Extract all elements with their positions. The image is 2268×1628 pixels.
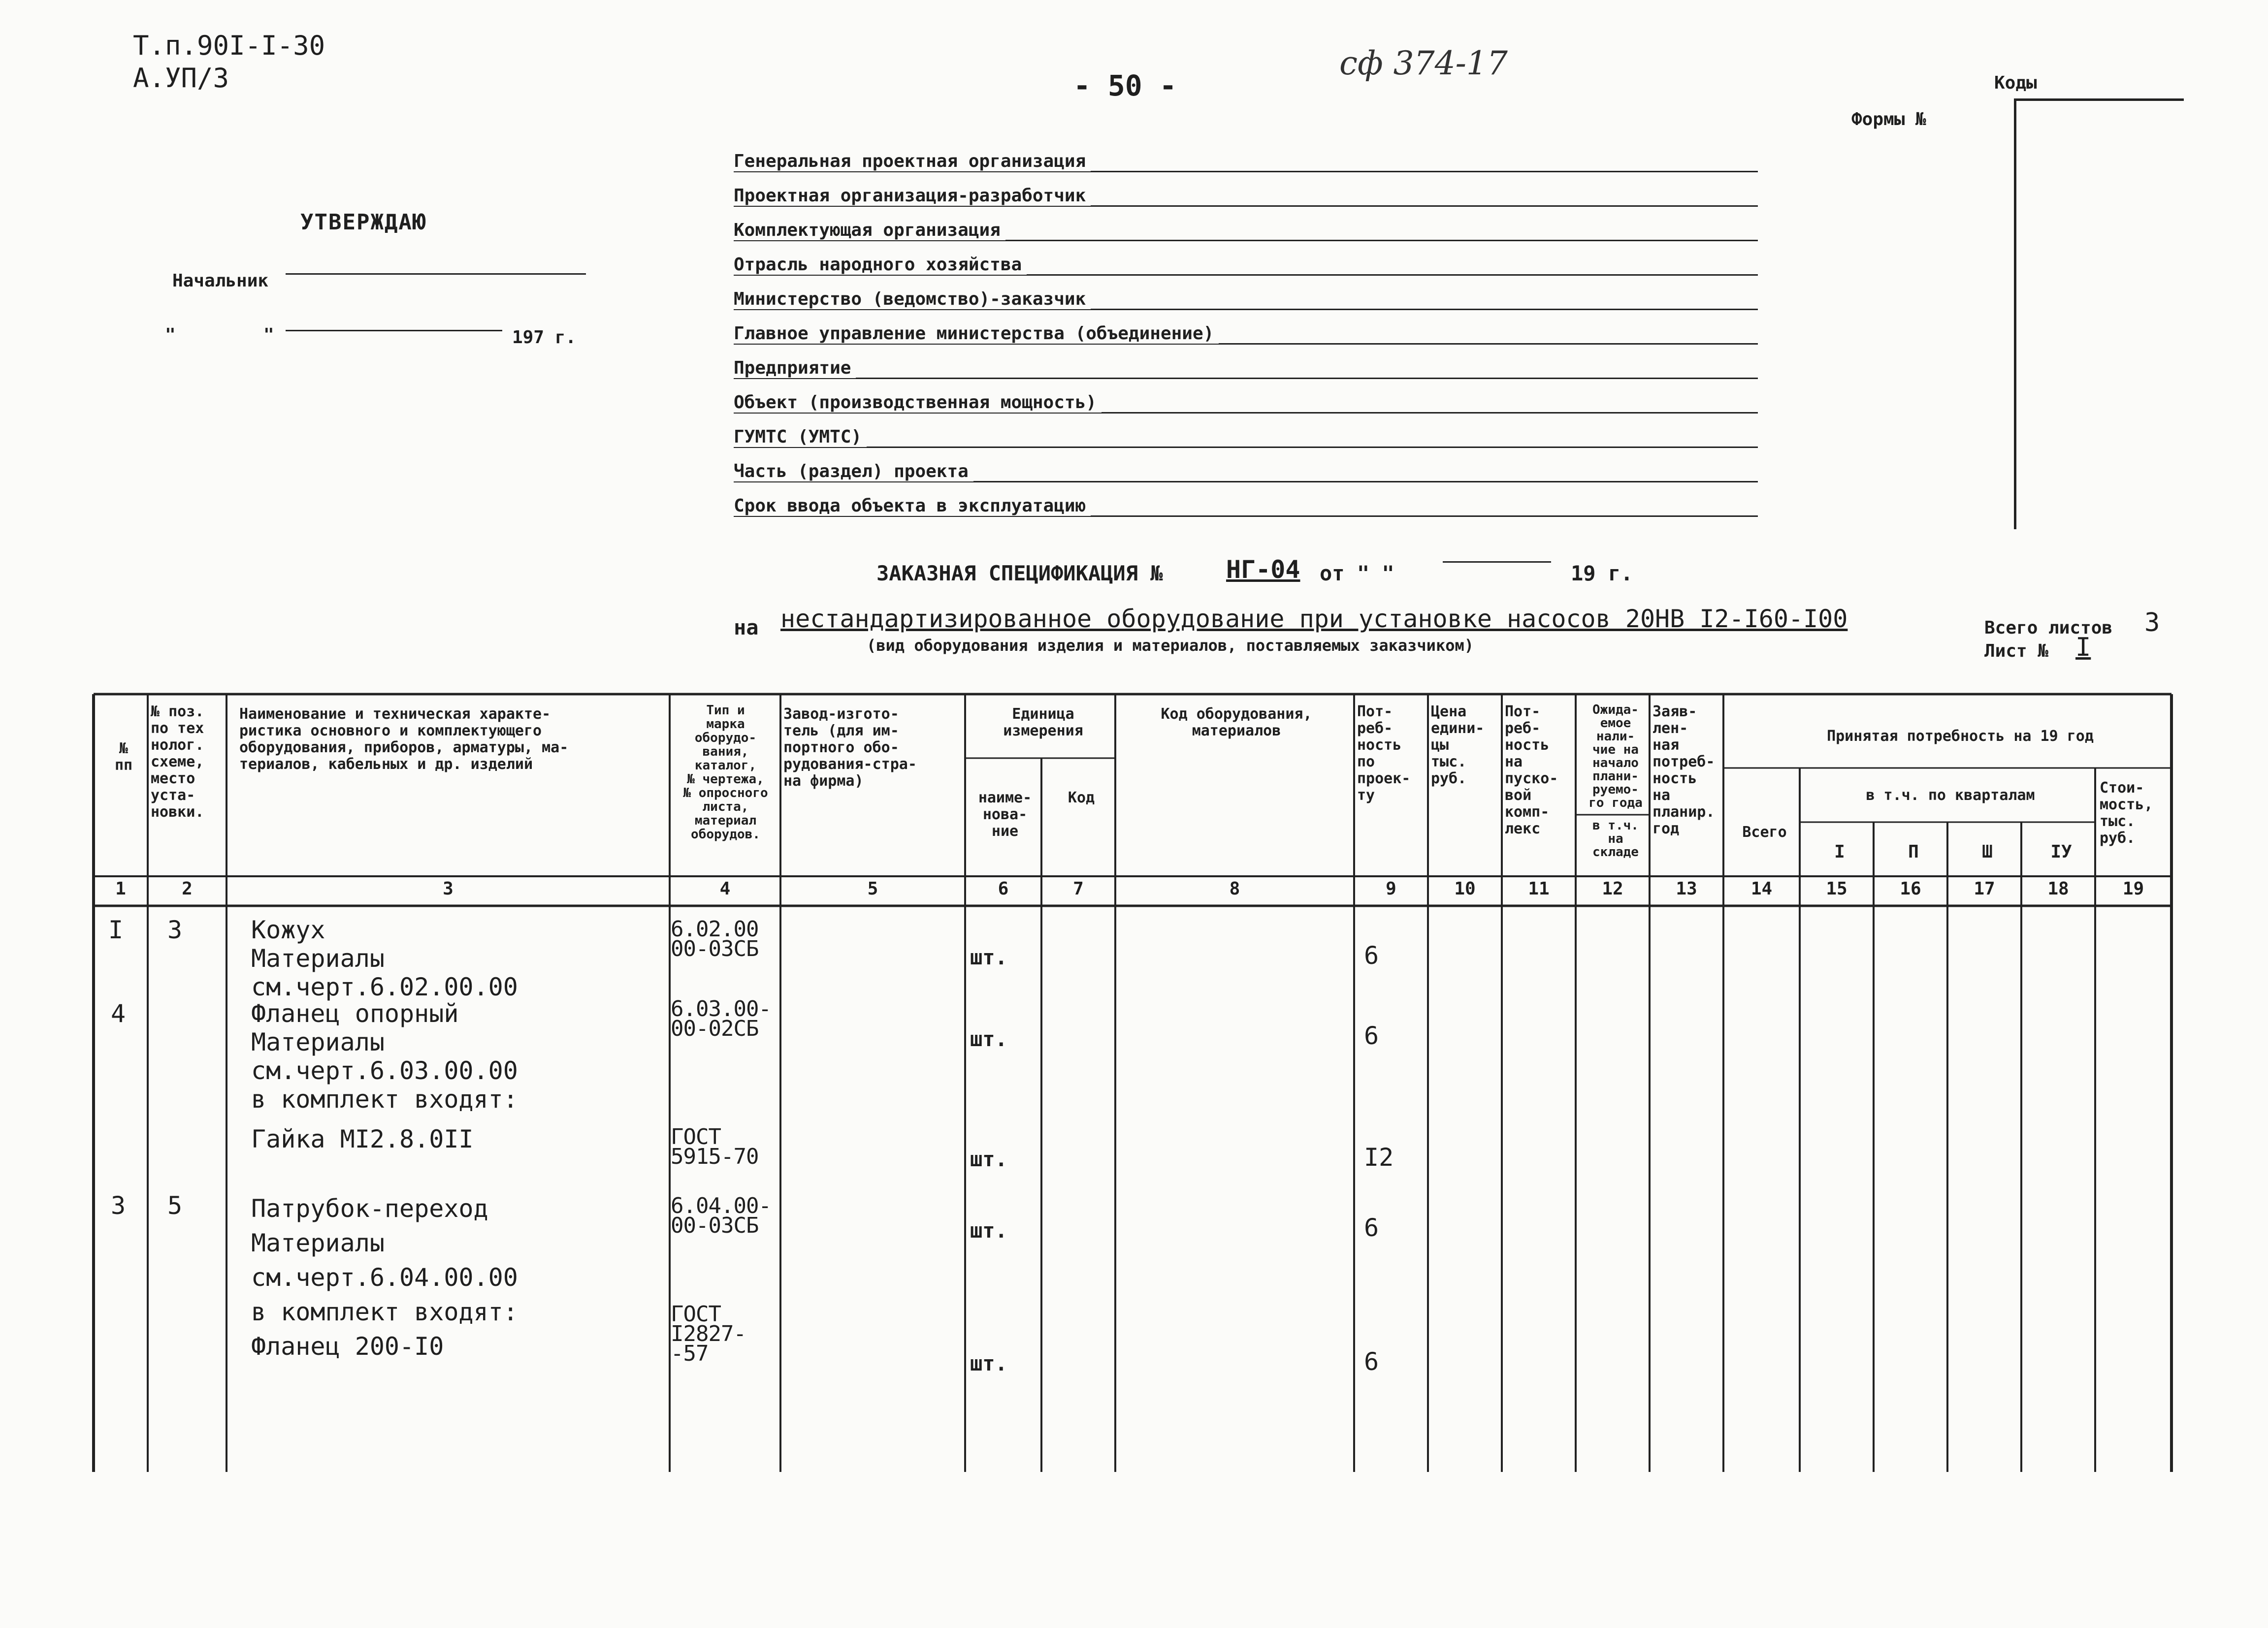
header-q2: П — [1908, 842, 1919, 862]
row-unit: шт. — [970, 1147, 1007, 1171]
header-manufacturer: Завод-изгото- тель (для им- портного обо- рудования-стра- на фирма) — [783, 705, 917, 790]
header-unit-name: наиме- нова- ние — [978, 789, 1032, 840]
org-field-label: Отрасль народного хозяйства — [734, 255, 1027, 275]
header-mark: Тип и марка оборудо- вания, каталог, № чертежа, № опросного листа, материал оборудов. — [683, 703, 768, 842]
handwritten-code: сф 374-17 — [1339, 44, 1508, 82]
org-field-label: Объект (производственная мощность) — [734, 392, 1102, 413]
header-price: Цена едини- цы тыс. руб. — [1431, 703, 1485, 787]
col-number: 18 — [2047, 879, 2069, 899]
org-field-label: Проектная организация-разработчик — [734, 186, 1091, 206]
col-number: 17 — [1974, 879, 1995, 899]
document-ref-line2: А.УП/3 — [133, 63, 229, 94]
chief-label: Начальник — [172, 271, 269, 291]
org-field-label: ГУМТС (УМТС) — [734, 427, 867, 447]
row-name: Гайка MI2.8.0II — [251, 1125, 474, 1153]
row-qty: 6 — [1364, 941, 1379, 970]
row-qty: 6 — [1364, 1213, 1379, 1242]
spec-on-label: на — [734, 615, 759, 639]
col-number: 11 — [1528, 879, 1550, 899]
total-sheets-value: 3 — [2144, 608, 2160, 638]
col-number: 10 — [1454, 879, 1476, 899]
date-quote-open: " — [165, 325, 176, 345]
header-accepted-group: Принятая потребность на 19 год — [1827, 728, 2094, 745]
approval-title: УТВЕРЖДАЮ — [300, 210, 427, 235]
header-quarters: в т.ч. по кварталам — [1866, 787, 2035, 804]
org-field-label: Срок ввода объекта в эксплуатацию — [734, 496, 1091, 516]
col-number: 1 — [115, 879, 126, 899]
col-number: 3 — [443, 879, 454, 899]
header-in-stock: в т.ч. на складе — [1592, 818, 1639, 860]
header-q4: IУ — [2050, 842, 2072, 862]
header-unit-group: Единица измерения — [1003, 705, 1083, 739]
spec-date-prefix: от " " — [1320, 561, 1394, 585]
header-num: № пп — [114, 740, 133, 774]
header-position: № поз. по тех нолог. схеме, место уста- новки. — [151, 703, 204, 821]
header-expected: Ожида- емое нали- чие на начало плани- руемо- го года — [1588, 702, 1643, 810]
header-cost: Стои- мость, тыс. руб. — [2100, 779, 2153, 847]
header-name: Наименование и техническая характе- ристика основного и комплектующего оборудования, приборов, арматуры, ма- териалов, кабельных и др. изделий — [239, 705, 569, 773]
row-unit: шт. — [970, 945, 1007, 969]
col-number: 7 — [1073, 879, 1084, 899]
row-number: 4 — [111, 999, 126, 1028]
row-mark: 6.03.00- 00-02СБ — [671, 999, 771, 1039]
header-declared: Заяв- лен- ная потреб- ность на планир. год — [1652, 703, 1715, 837]
org-field-label: Главное управление министерства (объединение) — [734, 323, 1219, 344]
header-q1: I — [1834, 842, 1845, 862]
total-sheets-label: Всего листов — [1984, 618, 2113, 638]
org-field-label: Предприятие — [734, 358, 856, 378]
row-unit: шт. — [970, 1351, 1007, 1375]
row-unit: шт. — [970, 1027, 1007, 1051]
row-qty: 6 — [1364, 1347, 1379, 1376]
col-number: 16 — [1900, 879, 1921, 899]
col-number: 13 — [1676, 879, 1697, 899]
col-number: 15 — [1826, 879, 1847, 899]
header-equipment-code: Код оборудования, материалов — [1161, 705, 1312, 739]
col-number: 19 — [2122, 879, 2144, 899]
org-field-label: Комплектующая организация — [734, 220, 1005, 240]
row-name: Патрубок-переход Материалы см.черт.6.04.00.00 в комплект входят: Фланец 200-I0 — [251, 1194, 518, 1361]
header-total: Всего — [1742, 824, 1787, 841]
spec-title: ЗАКАЗНАЯ СПЕЦИФИКАЦИЯ № — [876, 561, 1163, 585]
date-quote-close: " — [263, 325, 274, 345]
col-number: 2 — [182, 879, 193, 899]
org-field-label: Генеральная проектная организация — [734, 151, 1091, 171]
row-name: Кожух Материалы см.черт.6.02.00.00 — [251, 916, 518, 1001]
col-number: 12 — [1602, 879, 1623, 899]
col-number: 8 — [1229, 879, 1240, 899]
row-qty: 6 — [1364, 1021, 1379, 1050]
row-mark: ГОСТ 5915-70 — [671, 1127, 759, 1167]
row-unit: шт. — [970, 1218, 1007, 1243]
row-qty: I2 — [1364, 1143, 1394, 1172]
row-number: 3 — [111, 1191, 126, 1220]
row-mark: ГОСТ I2827- -57 — [671, 1305, 746, 1364]
spec-number: НГ-04 — [1226, 555, 1300, 584]
spec-subject: нестандартизированное оборудование при установке насосов 20НВ I2-I60-I00 — [780, 605, 1848, 633]
sheet-label: Лист № — [1984, 641, 2049, 661]
row-position: 3 — [167, 916, 183, 944]
spec-subject-note: (вид оборудования изделия и материалов, поставляемых заказчиком) — [867, 636, 1474, 655]
row-number: I — [108, 916, 124, 944]
col-number: 9 — [1386, 879, 1396, 899]
row-position: 5 — [167, 1191, 183, 1220]
header-need-project: Пот- реб- ность по проек- ту — [1357, 703, 1411, 804]
sheet-value: I — [2075, 633, 2091, 662]
document-ref-line1: Т.п.90I-I-30 — [133, 30, 325, 61]
col-number: 5 — [867, 879, 878, 899]
org-field-label: Часть (раздел) проекта — [734, 461, 973, 481]
col-number: 4 — [719, 879, 731, 899]
forms-label: Формы № — [1851, 109, 1926, 129]
col-number: 14 — [1750, 879, 1773, 899]
org-field-label: Министерство (ведомство)-заказчик — [734, 289, 1091, 309]
col-number: 6 — [998, 879, 1009, 899]
page-number: - 50 - — [1073, 69, 1177, 102]
header-need-launch: Пот- реб- ность на пуско- вой комп- лекс — [1505, 703, 1558, 837]
header-q3: Ш — [1982, 842, 1993, 862]
spec-year: 19 г. — [1571, 561, 1633, 585]
row-mark: 6.04.00- 00-03СБ — [671, 1196, 771, 1236]
approval-year: 197 г. — [512, 327, 577, 348]
row-mark: 6.02.00 00-03СБ — [671, 920, 759, 959]
row-name: Фланец опорный Материалы см.черт.6.03.00.00 в комплект входят: — [251, 999, 518, 1114]
header-unit-code: Код — [1068, 789, 1095, 806]
codes-label: Коды — [1994, 73, 2037, 93]
